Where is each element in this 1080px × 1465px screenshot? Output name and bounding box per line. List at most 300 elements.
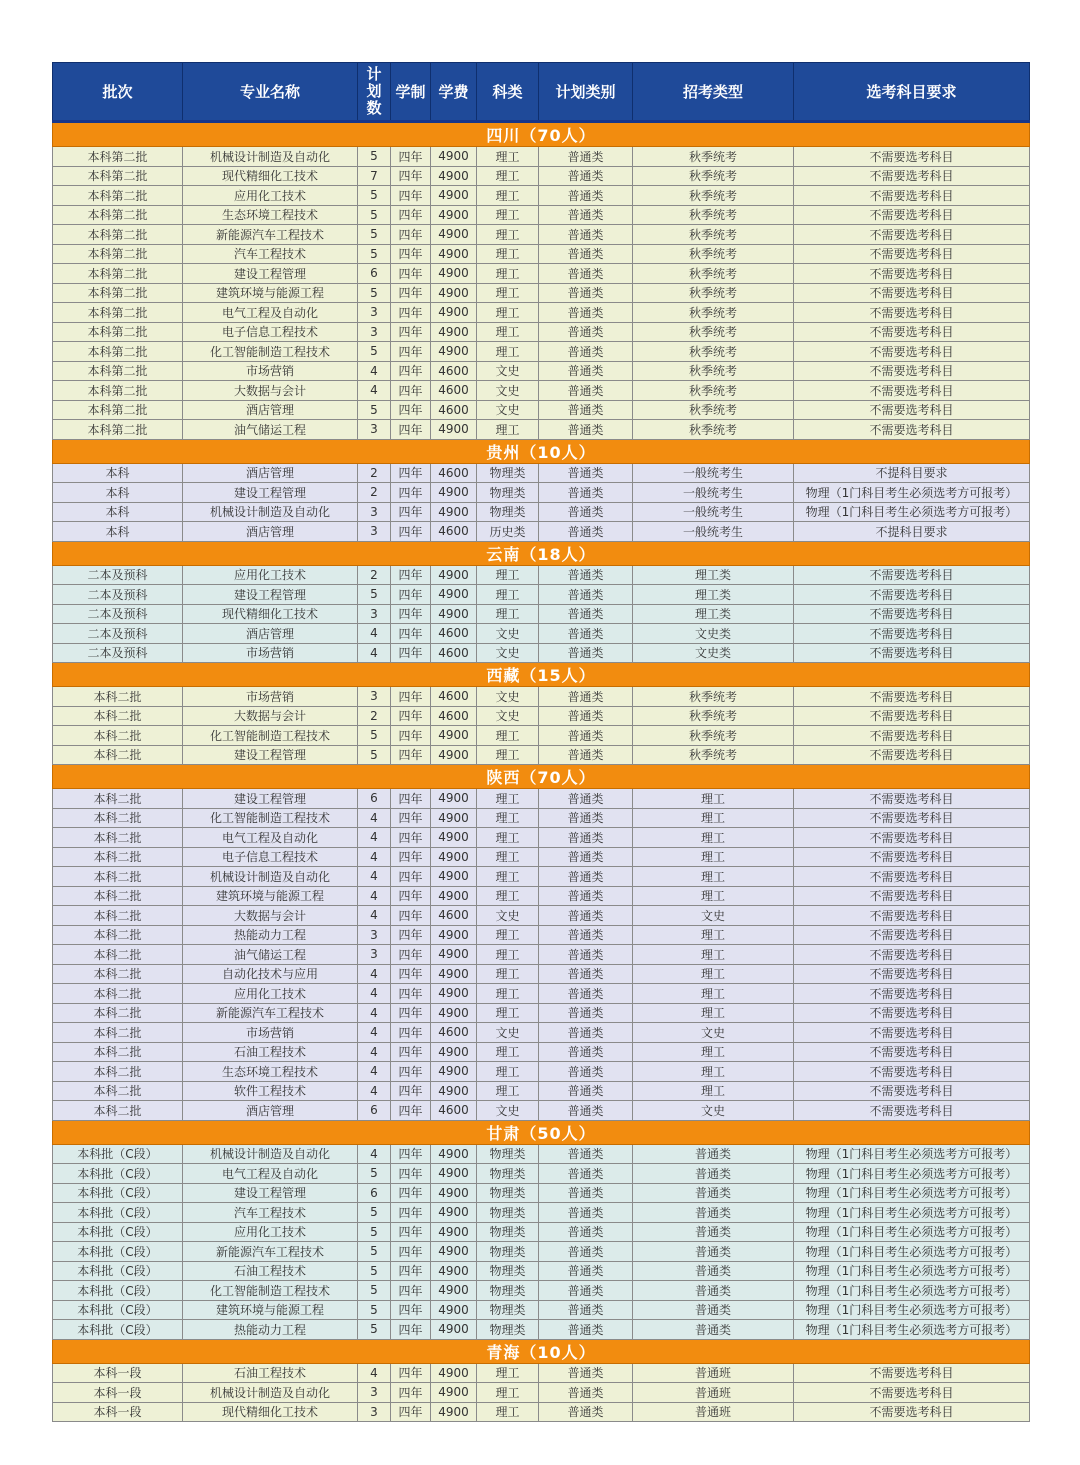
subject-type-cell: 理工 bbox=[477, 964, 539, 984]
header-subject-requirement: 选考科目要求 bbox=[794, 63, 1030, 122]
subject-requirement-cell: 不需要选考科目 bbox=[794, 1081, 1030, 1101]
plan-category-cell: 普通类 bbox=[539, 925, 633, 945]
header-major: 专业名称 bbox=[183, 63, 358, 122]
subject-type-cell: 理工 bbox=[477, 847, 539, 867]
plan-category-cell: 普通类 bbox=[539, 1164, 633, 1184]
table-row bbox=[53, 1183, 1030, 1203]
batch-cell: 本科第二批 bbox=[53, 322, 183, 342]
batch-cell: 本科一段 bbox=[53, 1383, 183, 1403]
subject-type-cell: 文史 bbox=[477, 361, 539, 381]
plan-category-cell: 普通类 bbox=[539, 400, 633, 420]
plan-count-cell: 5 bbox=[358, 1242, 391, 1262]
batch-cell: 本科第二批 bbox=[53, 303, 183, 323]
major-cell: 油气储运工程 bbox=[183, 945, 358, 965]
plan-count-cell: 3 bbox=[358, 502, 391, 522]
tuition-cell: 4900 bbox=[431, 1222, 477, 1242]
table-row bbox=[53, 1261, 1030, 1281]
subject-type-cell: 理工 bbox=[477, 585, 539, 605]
plan-category-cell: 普通类 bbox=[539, 1402, 633, 1422]
section-title: 西藏（15人） bbox=[53, 663, 1030, 687]
subject-type-cell: 理工 bbox=[477, 303, 539, 323]
plan-count-cell: 5 bbox=[358, 342, 391, 362]
exam-type-cell: 一般统考生 bbox=[633, 483, 794, 503]
batch-cell: 本科二批 bbox=[53, 1042, 183, 1062]
plan-count-cell: 3 bbox=[358, 1402, 391, 1422]
plan-count-cell: 3 bbox=[358, 303, 391, 323]
plan-category-cell: 普通类 bbox=[539, 1081, 633, 1101]
plan-category-cell: 普通类 bbox=[539, 166, 633, 186]
subject-type-cell: 理工 bbox=[477, 322, 539, 342]
subject-type-cell: 理工 bbox=[477, 244, 539, 264]
subject-requirement-cell: 物理（1门科目考生必须选考方可报考） bbox=[794, 1144, 1030, 1164]
table-row bbox=[53, 1164, 1030, 1184]
batch-cell: 本科第二批 bbox=[53, 283, 183, 303]
batch-cell: 本科二批 bbox=[53, 789, 183, 809]
plan-category-cell: 普通类 bbox=[539, 1062, 633, 1082]
exam-type-cell: 秋季统考 bbox=[633, 745, 794, 765]
major-cell: 现代精细化工技术 bbox=[183, 1402, 358, 1422]
plan-category-cell: 普通类 bbox=[539, 342, 633, 362]
batch-cell: 本科二批 bbox=[53, 1062, 183, 1082]
table-row bbox=[53, 502, 1030, 522]
subject-requirement-cell: 物理（1门科目考生必须选考方可报考） bbox=[794, 1164, 1030, 1184]
exam-type-cell: 理工 bbox=[633, 789, 794, 809]
tuition-cell: 4900 bbox=[431, 1183, 477, 1203]
major-cell: 石油工程技术 bbox=[183, 1042, 358, 1062]
table-row bbox=[53, 166, 1030, 186]
subject-requirement-cell: 不需要选考科目 bbox=[794, 565, 1030, 585]
plan-category-cell: 普通类 bbox=[539, 1363, 633, 1383]
subject-requirement-cell: 不需要选考科目 bbox=[794, 1101, 1030, 1121]
batch-cell: 二本及预科 bbox=[53, 624, 183, 644]
exam-type-cell: 秋季统考 bbox=[633, 381, 794, 401]
plan-count-cell: 5 bbox=[358, 1300, 391, 1320]
table-row bbox=[53, 643, 1030, 663]
subject-requirement-cell: 不需要选考科目 bbox=[794, 964, 1030, 984]
plan-count-cell: 2 bbox=[358, 463, 391, 483]
major-cell: 化工智能制造工程技术 bbox=[183, 342, 358, 362]
duration-cell: 四年 bbox=[391, 1023, 431, 1043]
batch-cell: 本科一段 bbox=[53, 1402, 183, 1422]
subject-type-cell: 理工 bbox=[477, 166, 539, 186]
major-cell: 酒店管理 bbox=[183, 1101, 358, 1121]
table-body bbox=[53, 122, 1030, 1422]
plan-count-cell: 4 bbox=[358, 867, 391, 887]
duration-cell: 四年 bbox=[391, 706, 431, 726]
table-row bbox=[53, 1383, 1030, 1403]
tuition-cell: 4900 bbox=[431, 925, 477, 945]
plan-category-cell: 普通类 bbox=[539, 1144, 633, 1164]
plan-count-cell: 5 bbox=[358, 1222, 391, 1242]
tuition-cell: 4600 bbox=[431, 624, 477, 644]
plan-count-cell: 4 bbox=[358, 964, 391, 984]
exam-type-cell: 一般统考生 bbox=[633, 502, 794, 522]
subject-type-cell: 文史 bbox=[477, 381, 539, 401]
major-cell: 电子信息工程技术 bbox=[183, 847, 358, 867]
subject-type-cell: 文史 bbox=[477, 643, 539, 663]
subject-requirement-cell: 不需要选考科目 bbox=[794, 205, 1030, 225]
table-row bbox=[53, 322, 1030, 342]
tuition-cell: 4900 bbox=[431, 789, 477, 809]
major-cell: 化工智能制造工程技术 bbox=[183, 726, 358, 746]
batch-cell: 本科二批 bbox=[53, 925, 183, 945]
exam-type-cell: 秋季统考 bbox=[633, 726, 794, 746]
subject-type-cell: 物理类 bbox=[477, 1144, 539, 1164]
duration-cell: 四年 bbox=[391, 1062, 431, 1082]
tuition-cell: 4900 bbox=[431, 808, 477, 828]
exam-type-cell: 理工 bbox=[633, 1003, 794, 1023]
tuition-cell: 4900 bbox=[431, 726, 477, 746]
batch-cell: 本科二批 bbox=[53, 1003, 183, 1023]
plan-category-cell: 普通类 bbox=[539, 1101, 633, 1121]
major-cell: 汽车工程技术 bbox=[183, 244, 358, 264]
plan-category-cell: 普通类 bbox=[539, 808, 633, 828]
subject-requirement-cell: 不需要选考科目 bbox=[794, 643, 1030, 663]
major-cell: 自动化技术与应用 bbox=[183, 964, 358, 984]
tuition-cell: 4900 bbox=[431, 166, 477, 186]
subject-type-cell: 文史 bbox=[477, 1101, 539, 1121]
batch-cell: 本科二批 bbox=[53, 726, 183, 746]
duration-cell: 四年 bbox=[391, 322, 431, 342]
table-row bbox=[53, 1081, 1030, 1101]
major-cell: 建设工程管理 bbox=[183, 585, 358, 605]
batch-cell: 本科第二批 bbox=[53, 420, 183, 440]
plan-category-cell: 普通类 bbox=[539, 522, 633, 542]
subject-requirement-cell: 不需要选考科目 bbox=[794, 225, 1030, 245]
major-cell: 现代精细化工技术 bbox=[183, 166, 358, 186]
duration-cell: 四年 bbox=[391, 1383, 431, 1403]
tuition-cell: 4600 bbox=[431, 643, 477, 663]
plan-category-cell: 普通类 bbox=[539, 706, 633, 726]
tuition-cell: 4900 bbox=[431, 1363, 477, 1383]
table-row bbox=[53, 1242, 1030, 1262]
tuition-cell: 4600 bbox=[431, 706, 477, 726]
plan-count-cell: 5 bbox=[358, 244, 391, 264]
duration-cell: 四年 bbox=[391, 264, 431, 284]
major-cell: 热能动力工程 bbox=[183, 925, 358, 945]
plan-count-cell: 4 bbox=[358, 361, 391, 381]
major-cell: 大数据与会计 bbox=[183, 906, 358, 926]
table-row bbox=[53, 1003, 1030, 1023]
subject-requirement-cell: 不需要选考科目 bbox=[794, 322, 1030, 342]
header-subject-type: 科类 bbox=[477, 63, 539, 122]
exam-type-cell: 理工 bbox=[633, 945, 794, 965]
major-cell: 建设工程管理 bbox=[183, 1183, 358, 1203]
tuition-cell: 4900 bbox=[431, 147, 477, 167]
plan-category-cell: 普通类 bbox=[539, 1222, 633, 1242]
subject-requirement-cell: 不需要选考科目 bbox=[794, 624, 1030, 644]
subject-type-cell: 理工 bbox=[477, 1363, 539, 1383]
subject-requirement-cell: 不需要选考科目 bbox=[794, 1062, 1030, 1082]
plan-category-cell: 普通类 bbox=[539, 867, 633, 887]
plan-category-cell: 普通类 bbox=[539, 1042, 633, 1062]
plan-count-cell: 5 bbox=[358, 400, 391, 420]
plan-category-cell: 普通类 bbox=[539, 264, 633, 284]
plan-count-cell: 2 bbox=[358, 565, 391, 585]
table-row bbox=[53, 828, 1030, 848]
duration-cell: 四年 bbox=[391, 225, 431, 245]
major-cell: 新能源汽车工程技术 bbox=[183, 225, 358, 245]
plan-count-cell: 5 bbox=[358, 1281, 391, 1301]
subject-type-cell: 理工 bbox=[477, 808, 539, 828]
tuition-cell: 4900 bbox=[431, 322, 477, 342]
plan-count-cell: 5 bbox=[358, 1203, 391, 1223]
batch-cell: 本科二批 bbox=[53, 867, 183, 887]
exam-type-cell: 普通类 bbox=[633, 1144, 794, 1164]
subject-requirement-cell: 不需要选考科目 bbox=[794, 186, 1030, 206]
table-row bbox=[53, 604, 1030, 624]
exam-type-cell: 理工 bbox=[633, 808, 794, 828]
major-cell: 石油工程技术 bbox=[183, 1261, 358, 1281]
subject-type-cell: 物理类 bbox=[477, 1320, 539, 1340]
duration-cell: 四年 bbox=[391, 342, 431, 362]
tuition-cell: 4600 bbox=[431, 1101, 477, 1121]
batch-cell: 本科批（C段） bbox=[53, 1222, 183, 1242]
duration-cell: 四年 bbox=[391, 205, 431, 225]
subject-requirement-cell: 物理（1门科目考生必须选考方可报考） bbox=[794, 1300, 1030, 1320]
plan-category-cell: 普通类 bbox=[539, 945, 633, 965]
subject-requirement-cell: 物理（1门科目考生必须选考方可报考） bbox=[794, 1261, 1030, 1281]
plan-category-cell: 普通类 bbox=[539, 585, 633, 605]
batch-cell: 本科批（C段） bbox=[53, 1183, 183, 1203]
subject-requirement-cell: 不需要选考科目 bbox=[794, 706, 1030, 726]
header-plan-char: 计 bbox=[366, 65, 382, 83]
exam-type-cell: 普通班 bbox=[633, 1363, 794, 1383]
subject-type-cell: 理工 bbox=[477, 342, 539, 362]
duration-cell: 四年 bbox=[391, 1042, 431, 1062]
exam-type-cell: 一般统考生 bbox=[633, 463, 794, 483]
duration-cell: 四年 bbox=[391, 964, 431, 984]
table-row bbox=[53, 483, 1030, 503]
subject-type-cell: 理工 bbox=[477, 984, 539, 1004]
major-cell: 应用化工技术 bbox=[183, 186, 358, 206]
plan-category-cell: 普通类 bbox=[539, 244, 633, 264]
tuition-cell: 4600 bbox=[431, 522, 477, 542]
exam-type-cell: 秋季统考 bbox=[633, 166, 794, 186]
plan-category-cell: 普通类 bbox=[539, 828, 633, 848]
table-row bbox=[53, 945, 1030, 965]
plan-count-cell: 4 bbox=[358, 984, 391, 1004]
subject-requirement-cell: 不需要选考科目 bbox=[794, 585, 1030, 605]
exam-type-cell: 理工 bbox=[633, 964, 794, 984]
duration-cell: 四年 bbox=[391, 1281, 431, 1301]
major-cell: 酒店管理 bbox=[183, 463, 358, 483]
enrollment-plan-table bbox=[52, 62, 1030, 1422]
exam-type-cell: 理工 bbox=[633, 1042, 794, 1062]
table-row bbox=[53, 624, 1030, 644]
plan-count-cell: 3 bbox=[358, 604, 391, 624]
duration-cell: 四年 bbox=[391, 828, 431, 848]
tuition-cell: 4900 bbox=[431, 847, 477, 867]
table-row bbox=[53, 1101, 1030, 1121]
subject-requirement-cell: 不需要选考科目 bbox=[794, 1402, 1030, 1422]
subject-requirement-cell: 不需要选考科目 bbox=[794, 1003, 1030, 1023]
plan-category-cell: 普通类 bbox=[539, 225, 633, 245]
plan-count-cell: 5 bbox=[358, 186, 391, 206]
subject-requirement-cell: 不需要选考科目 bbox=[794, 726, 1030, 746]
duration-cell: 四年 bbox=[391, 502, 431, 522]
subject-requirement-cell: 不需要选考科目 bbox=[794, 381, 1030, 401]
header-plan-char: 数 bbox=[366, 99, 382, 117]
batch-cell: 本科二批 bbox=[53, 1101, 183, 1121]
plan-count-cell: 4 bbox=[358, 906, 391, 926]
plan-category-cell: 普通类 bbox=[539, 1003, 633, 1023]
subject-type-cell: 物理类 bbox=[477, 1242, 539, 1262]
subject-type-cell: 理工 bbox=[477, 604, 539, 624]
subject-requirement-cell: 物理（1门科目考生必须选考方可报考） bbox=[794, 1203, 1030, 1223]
subject-requirement-cell: 不提科目要求 bbox=[794, 522, 1030, 542]
subject-requirement-cell: 物理（1门科目考生必须选考方可报考） bbox=[794, 1222, 1030, 1242]
plan-count-cell: 4 bbox=[358, 1042, 391, 1062]
plan-category-cell: 普通类 bbox=[539, 463, 633, 483]
batch-cell: 本科第二批 bbox=[53, 147, 183, 167]
subject-type-cell: 理工 bbox=[477, 225, 539, 245]
plan-count-cell: 5 bbox=[358, 225, 391, 245]
major-cell: 石油工程技术 bbox=[183, 1363, 358, 1383]
plan-count-cell: 2 bbox=[358, 706, 391, 726]
major-cell: 应用化工技术 bbox=[183, 565, 358, 585]
section-header-row bbox=[53, 439, 1030, 463]
section-header-row bbox=[53, 1339, 1030, 1363]
plan-count-cell: 4 bbox=[358, 1003, 391, 1023]
plan-count-cell: 3 bbox=[358, 925, 391, 945]
table-row bbox=[53, 244, 1030, 264]
major-cell: 应用化工技术 bbox=[183, 1222, 358, 1242]
duration-cell: 四年 bbox=[391, 463, 431, 483]
subject-requirement-cell: 不需要选考科目 bbox=[794, 945, 1030, 965]
major-cell: 建设工程管理 bbox=[183, 789, 358, 809]
tuition-cell: 4600 bbox=[431, 381, 477, 401]
duration-cell: 四年 bbox=[391, 381, 431, 401]
batch-cell: 本科批（C段） bbox=[53, 1203, 183, 1223]
section-header-row bbox=[53, 541, 1030, 565]
tuition-cell: 4900 bbox=[431, 244, 477, 264]
subject-requirement-cell: 不需要选考科目 bbox=[794, 886, 1030, 906]
exam-type-cell: 文史 bbox=[633, 1101, 794, 1121]
table-row bbox=[53, 381, 1030, 401]
plan-category-cell: 普通类 bbox=[539, 984, 633, 1004]
batch-cell: 本科二批 bbox=[53, 886, 183, 906]
major-cell: 大数据与会计 bbox=[183, 706, 358, 726]
exam-type-cell: 一般统考生 bbox=[633, 522, 794, 542]
batch-cell: 二本及预科 bbox=[53, 643, 183, 663]
table-row bbox=[53, 463, 1030, 483]
major-cell: 电气工程及自动化 bbox=[183, 828, 358, 848]
duration-cell: 四年 bbox=[391, 166, 431, 186]
tuition-cell: 4900 bbox=[431, 283, 477, 303]
plan-count-cell: 5 bbox=[358, 1320, 391, 1340]
tuition-cell: 4900 bbox=[431, 1003, 477, 1023]
plan-category-cell: 普通类 bbox=[539, 186, 633, 206]
plan-count-cell: 3 bbox=[358, 945, 391, 965]
major-cell: 建筑环境与能源工程 bbox=[183, 283, 358, 303]
plan-count-cell: 3 bbox=[358, 420, 391, 440]
subject-type-cell: 理工 bbox=[477, 1402, 539, 1422]
exam-type-cell: 理工类 bbox=[633, 604, 794, 624]
duration-cell: 四年 bbox=[391, 1003, 431, 1023]
plan-count-cell: 4 bbox=[358, 886, 391, 906]
table-row bbox=[53, 585, 1030, 605]
table-row bbox=[53, 342, 1030, 362]
tuition-cell: 4900 bbox=[431, 1383, 477, 1403]
major-cell: 建设工程管理 bbox=[183, 483, 358, 503]
section-header-row bbox=[53, 765, 1030, 789]
plan-count-cell: 4 bbox=[358, 381, 391, 401]
plan-category-cell: 普通类 bbox=[539, 1300, 633, 1320]
table-row bbox=[53, 847, 1030, 867]
plan-count-cell: 4 bbox=[358, 828, 391, 848]
table-row bbox=[53, 745, 1030, 765]
batch-cell: 本科二批 bbox=[53, 1023, 183, 1043]
subject-requirement-cell: 不需要选考科目 bbox=[794, 745, 1030, 765]
tuition-cell: 4900 bbox=[431, 604, 477, 624]
subject-requirement-cell: 不需要选考科目 bbox=[794, 147, 1030, 167]
header-exam-type: 招考类型 bbox=[633, 63, 794, 122]
plan-count-cell: 5 bbox=[358, 1261, 391, 1281]
header-duration: 学制 bbox=[391, 63, 431, 122]
subject-requirement-cell: 物理（1门科目考生必须选考方可报考） bbox=[794, 1183, 1030, 1203]
plan-count-cell: 4 bbox=[358, 1062, 391, 1082]
major-cell: 汽车工程技术 bbox=[183, 1203, 358, 1223]
major-cell: 机械设计制造及自动化 bbox=[183, 1144, 358, 1164]
tuition-cell: 4900 bbox=[431, 483, 477, 503]
batch-cell: 本科二批 bbox=[53, 984, 183, 1004]
duration-cell: 四年 bbox=[391, 1203, 431, 1223]
subject-type-cell: 物理类 bbox=[477, 1261, 539, 1281]
plan-category-cell: 普通类 bbox=[539, 745, 633, 765]
subject-type-cell: 物理类 bbox=[477, 1222, 539, 1242]
exam-type-cell: 理工 bbox=[633, 847, 794, 867]
table-row bbox=[53, 1023, 1030, 1043]
section-header-row bbox=[53, 1120, 1030, 1144]
tuition-cell: 4900 bbox=[431, 945, 477, 965]
major-cell: 酒店管理 bbox=[183, 522, 358, 542]
plan-category-cell: 普通类 bbox=[539, 1261, 633, 1281]
plan-category-cell: 普通类 bbox=[539, 906, 633, 926]
tuition-cell: 4900 bbox=[431, 264, 477, 284]
major-cell: 机械设计制造及自动化 bbox=[183, 502, 358, 522]
plan-count-cell: 6 bbox=[358, 1101, 391, 1121]
subject-type-cell: 理工 bbox=[477, 1003, 539, 1023]
subject-requirement-cell: 不需要选考科目 bbox=[794, 604, 1030, 624]
plan-count-cell: 5 bbox=[358, 745, 391, 765]
exam-type-cell: 秋季统考 bbox=[633, 342, 794, 362]
tuition-cell: 4900 bbox=[431, 828, 477, 848]
major-cell: 新能源汽车工程技术 bbox=[183, 1242, 358, 1262]
batch-cell: 本科第二批 bbox=[53, 400, 183, 420]
plan-count-cell: 5 bbox=[358, 283, 391, 303]
table-row bbox=[53, 1402, 1030, 1422]
subject-requirement-cell: 不需要选考科目 bbox=[794, 925, 1030, 945]
batch-cell: 本科 bbox=[53, 483, 183, 503]
tuition-cell: 4900 bbox=[431, 1164, 477, 1184]
exam-type-cell: 普通班 bbox=[633, 1383, 794, 1403]
plan-count-cell: 5 bbox=[358, 205, 391, 225]
exam-type-cell: 普通类 bbox=[633, 1183, 794, 1203]
plan-category-cell: 普通类 bbox=[539, 964, 633, 984]
plan-count-cell: 3 bbox=[358, 687, 391, 707]
tuition-cell: 4600 bbox=[431, 400, 477, 420]
tuition-cell: 4900 bbox=[431, 420, 477, 440]
batch-cell: 二本及预科 bbox=[53, 604, 183, 624]
subject-type-cell: 理工 bbox=[477, 1081, 539, 1101]
subject-type-cell: 理工 bbox=[477, 1062, 539, 1082]
batch-cell: 本科批（C段） bbox=[53, 1300, 183, 1320]
exam-type-cell: 秋季统考 bbox=[633, 225, 794, 245]
subject-requirement-cell: 不需要选考科目 bbox=[794, 867, 1030, 887]
major-cell: 油气储运工程 bbox=[183, 420, 358, 440]
plan-category-cell: 普通类 bbox=[539, 886, 633, 906]
